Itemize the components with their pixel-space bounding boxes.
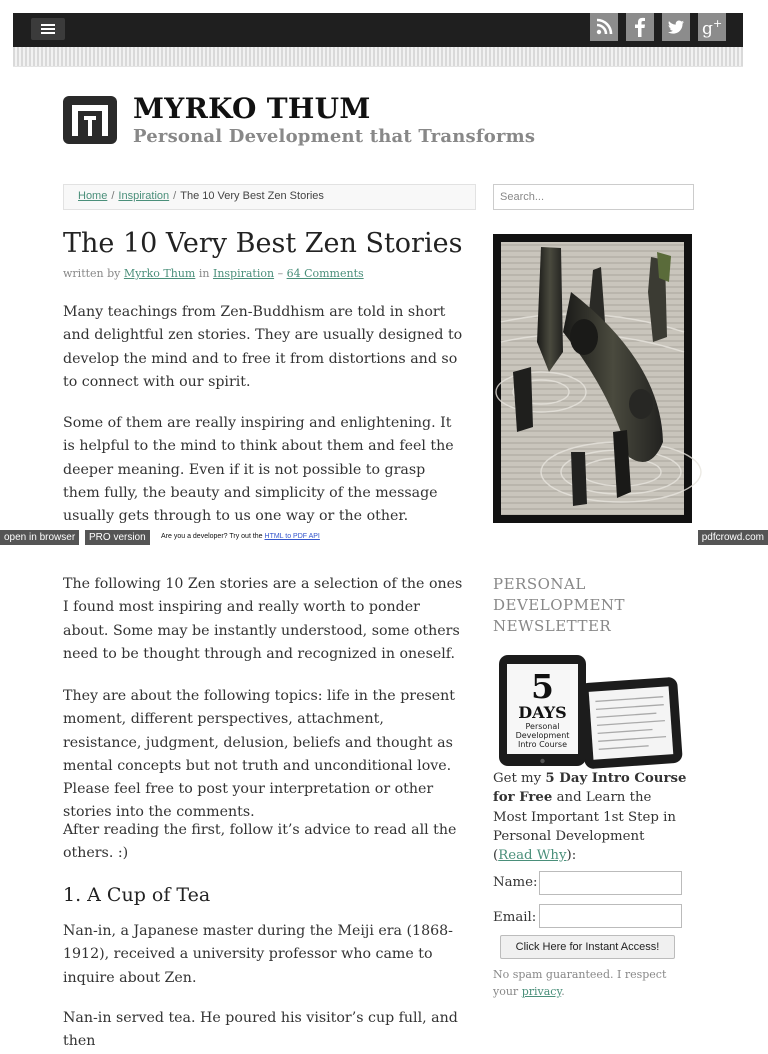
breadcrumb-home-link[interactable]: Home	[78, 190, 108, 202]
breadcrumb: Home / Inspiration / The 10 Very Best Zen Stories	[63, 184, 476, 210]
facebook-icon[interactable]	[626, 13, 654, 41]
google-plus-icon[interactable]	[698, 13, 726, 41]
site-logo[interactable]	[63, 96, 117, 144]
category-link[interactable]: Inspiration	[212, 267, 275, 280]
paragraph: Many teachings from Zen-Buddhism are told in short and delightful zen stories. They are usually designed to develop the mind and to free it from distortions and so to connect with our spirit.	[63, 304, 463, 390]
svg-text:Development: Development	[515, 731, 570, 740]
newsletter-description: Get my 5 Day Intro Course for Free and Learn the Most Important 1st Step in Personal Development (Read Why):	[493, 771, 687, 864]
svg-text:DAYS: DAYS	[518, 703, 567, 722]
svg-text:g: g	[702, 19, 713, 39]
breadcrumb-category-link[interactable]: Inspiration	[118, 190, 170, 202]
paragraph: Some of them are really inspiring and enlightening. It is helpful to the mind to think about them and feel the deeper meaning. Even if it is not possible to grasp them fully, the beauty and simplicity of the message usually gets through to us one way or the other.	[63, 415, 454, 525]
email-field[interactable]	[539, 904, 682, 928]
comments-link[interactable]: 64 Comments	[286, 267, 364, 280]
paragraph: They are about the following topics: life in the present moment, different perspectives, attachment, resistance, judgment, delusion, beliefs and thought as mental concepts but not truth and unconditional love. Please feel free to post your interpretation or other stories into the comments.	[63, 688, 455, 821]
rss-icon[interactable]	[590, 13, 618, 41]
svg-text:+: +	[713, 17, 723, 30]
pro-version-button[interactable]: PRO version	[85, 530, 150, 545]
twitter-icon[interactable]	[662, 13, 690, 41]
name-label: Name:	[493, 875, 538, 890]
zen-garden-image	[493, 234, 692, 523]
breadcrumb-current: The 10 Very Best Zen Stories	[180, 190, 324, 202]
open-in-browser-button[interactable]: open in browser	[0, 530, 79, 545]
menu-icon[interactable]	[31, 18, 65, 40]
author-link[interactable]: Myrko Thum	[123, 267, 196, 280]
html-to-pdf-link[interactable]: HTML to PDF API	[264, 533, 320, 540]
pdfcrowd-bar	[0, 530, 768, 545]
course-devices-image	[497, 655, 682, 768]
header-stripe	[13, 47, 743, 67]
svg-text:Personal: Personal	[525, 722, 560, 731]
name-field[interactable]	[539, 871, 682, 895]
svg-text:5: 5	[531, 667, 554, 706]
pdfcrowd-brand[interactable]: pdfcrowd.com	[698, 530, 768, 545]
no-spam-note: No spam guaranteed. I respect your privacy.	[493, 968, 667, 998]
privacy-link[interactable]: privacy	[521, 985, 562, 998]
paragraph: Nan-in served tea. He poured his visitor’s cup full, and then	[63, 1010, 458, 1050]
svg-text:Intro Course: Intro Course	[517, 740, 568, 749]
top-bar	[13, 13, 743, 47]
email-label: Email:	[493, 910, 537, 925]
newsletter-title: PERSONAL DEVELOPMENT NEWSLETTER	[493, 575, 626, 635]
paragraph: The following 10 Zen stories are a selection of the ones I found most inspiring and really worth to ponder about. Some may be instantly understood, some others need to be thought through and recognized in oneself.	[63, 576, 463, 662]
paragraph: Nan-in, a Japanese master during the Meiji era (1868-1912), received a university professor who came to inquire about Zen.	[63, 923, 453, 986]
read-why-link[interactable]: Read Why	[498, 848, 567, 864]
search-input[interactable]	[493, 184, 694, 210]
post-meta: written by Myrko Thum in Inspiration – 64 Comments	[63, 267, 364, 280]
site-title[interactable]: MYRKO THUM	[133, 92, 371, 125]
instant-access-button[interactable]: Click Here for Instant Access!	[500, 935, 675, 959]
section-heading: 1. A Cup of Tea	[63, 884, 211, 906]
paragraph: After reading the first, follow it’s advice to read all the others. :)	[63, 822, 457, 862]
post-title: The 10 Very Best Zen Stories	[63, 228, 463, 259]
site-tagline: Personal Development that Transforms	[133, 126, 536, 147]
developer-note: Are you a developer? Try out the HTML to PDF API	[161, 533, 320, 540]
